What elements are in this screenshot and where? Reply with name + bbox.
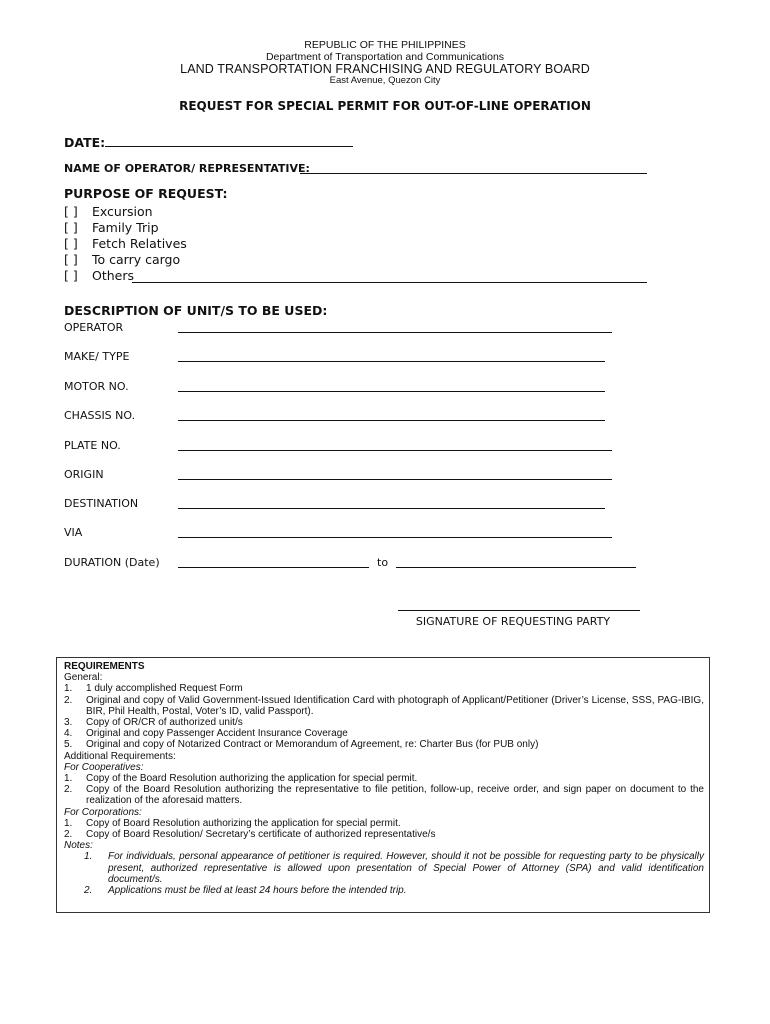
list-text: Original and copy Passenger Accident Insurance Coverage [86, 728, 348, 740]
list-item [64, 717, 704, 728]
operator-representative-label: NAME OF OPERATOR/ REPRESENTATIVE: [64, 162, 310, 175]
list-text: Original and copy of Notarized Contract or Memorandum of Agreement, re: Charter Bus (for PUB only) [86, 739, 539, 751]
general-label: General: [64, 672, 103, 684]
checkbox[interactable]: [ ] [64, 252, 78, 267]
list-item [64, 784, 704, 806]
purpose-label: Excursion [91, 204, 153, 219]
motor-no-field[interactable] [178, 391, 605, 392]
list-text: Copy of OR/CR of authorized unit/s [86, 717, 243, 729]
notes-label: Notes: [64, 840, 93, 852]
list-item [64, 728, 704, 739]
duration-to-label: to [377, 556, 389, 569]
form-title: REQUEST FOR SPECIAL PERMIT FOR OUT-OF-LINE OPERATION [179, 99, 591, 113]
operator-field[interactable] [178, 332, 612, 333]
destination-label: DESTINATION [64, 497, 139, 510]
plate-no-label: PLATE NO. [64, 439, 121, 452]
duration-label: DURATION (Date) [64, 556, 160, 569]
note-number: 2. [84, 885, 93, 897]
list-number: 1. [64, 817, 73, 829]
list-item [64, 829, 704, 840]
motor-no-label: MOTOR NO. [64, 380, 129, 393]
purpose-label: Fetch Relatives [91, 236, 187, 251]
requirements-heading: REQUIREMENTS [64, 661, 145, 672]
destination-field[interactable] [178, 508, 605, 509]
make-type-label: MAKE/ TYPE [64, 350, 130, 363]
chassis-no-label: CHASSIS NO. [64, 409, 136, 422]
list-number: 1. [64, 683, 73, 695]
list-item [64, 773, 704, 784]
list-text: Original and copy of Valid Government-Issued Identification Card with photograph of Applicant/Petitioner (Driver’s License, SSS, PAG-IBIG, BIR, Phil Health, Postal, Voter’s ID, valid Passport). [86, 694, 704, 717]
others-field[interactable] [132, 282, 647, 283]
requirements-box [56, 657, 710, 913]
purpose-label: Family Trip [91, 220, 159, 235]
note-item [64, 885, 704, 896]
header-address: East Avenue, Quezon City [329, 75, 441, 86]
date-field[interactable] [105, 146, 353, 147]
units-heading: DESCRIPTION OF UNIT/S TO BE USED: [64, 303, 328, 318]
origin-field[interactable] [178, 479, 612, 480]
purpose-heading: PURPOSE OF REQUEST: [64, 186, 228, 201]
make-type-field[interactable] [178, 361, 605, 362]
duration-start-field[interactable] [178, 567, 369, 568]
origin-label: ORIGIN [64, 468, 104, 481]
operator-representative-field[interactable] [300, 173, 647, 174]
additional-label: Additional Requirements: [64, 750, 176, 762]
signature-label: SIGNATURE OF REQUESTING PARTY [415, 615, 611, 628]
header-republic: REPUBLIC OF THE PHILIPPINES [304, 39, 466, 51]
list-number: 4. [64, 728, 73, 740]
operator-field-label: OPERATOR [64, 321, 124, 334]
checkbox[interactable]: [ ] [64, 236, 78, 251]
header-department: Department of Transportation and Communications [265, 51, 505, 63]
purpose-family-trip[interactable] [64, 220, 159, 235]
list-number: 2. [64, 829, 73, 841]
note-text: For individuals, personal appearance of petitioner is required. However, should it not be possible for requesting party to be physically present, authorized representative is allowed upon presentation of Special Power of Attorney (SPA) and valid identification document/s. [108, 851, 704, 885]
checkbox[interactable]: [ ] [64, 204, 78, 219]
list-text: Copy of Board Resolution/ Secretary’s certificate of authorized representative/s [86, 829, 436, 841]
list-number: 3. [64, 717, 73, 729]
purpose-label: Others [91, 268, 134, 283]
header-agency: LAND TRANSPORTATION FRANCHISING AND REGULATORY BOARD [180, 62, 590, 76]
date-label: DATE: [64, 135, 106, 150]
purpose-others[interactable] [64, 268, 134, 283]
chassis-no-field[interactable] [178, 420, 605, 421]
list-item [64, 739, 704, 750]
corporations-label: For Corporations: [64, 806, 142, 818]
duration-end-field[interactable] [396, 567, 636, 568]
checkbox[interactable]: [ ] [64, 268, 78, 283]
list-number: 2. [64, 784, 73, 796]
note-text: Applications must be filed at least 24 hours before the intended trip. [108, 885, 407, 897]
list-item [64, 695, 704, 717]
note-item [64, 851, 704, 885]
checkbox[interactable]: [ ] [64, 220, 78, 235]
list-text: 1 duly accomplished Request Form [86, 683, 243, 695]
cooperatives-label: For Cooperatives: [64, 761, 144, 773]
list-text: Copy of Board Resolution authorizing the application for special permit. [86, 817, 401, 829]
list-text: Copy of the Board Resolution authorizing the application for special permit. [86, 773, 418, 785]
purpose-carry-cargo[interactable] [64, 252, 180, 267]
purpose-fetch-relatives[interactable] [64, 236, 187, 251]
signature-field[interactable] [398, 610, 640, 611]
plate-no-field[interactable] [178, 450, 612, 451]
list-item [64, 818, 704, 829]
purpose-label: To carry cargo [91, 252, 181, 267]
list-item [64, 683, 704, 694]
via-field[interactable] [178, 537, 612, 538]
purpose-excursion[interactable] [64, 204, 153, 219]
note-number: 1. [84, 851, 93, 863]
list-number: 5. [64, 739, 73, 751]
via-label: VIA [64, 526, 83, 539]
list-number: 1. [64, 773, 73, 785]
list-text: Copy of the Board Resolution authorizing the representative to file petition, follow-up, receive order, and sign paper on document to the realization of the aforesaid matters. [86, 784, 704, 807]
list-number: 2. [64, 694, 73, 706]
